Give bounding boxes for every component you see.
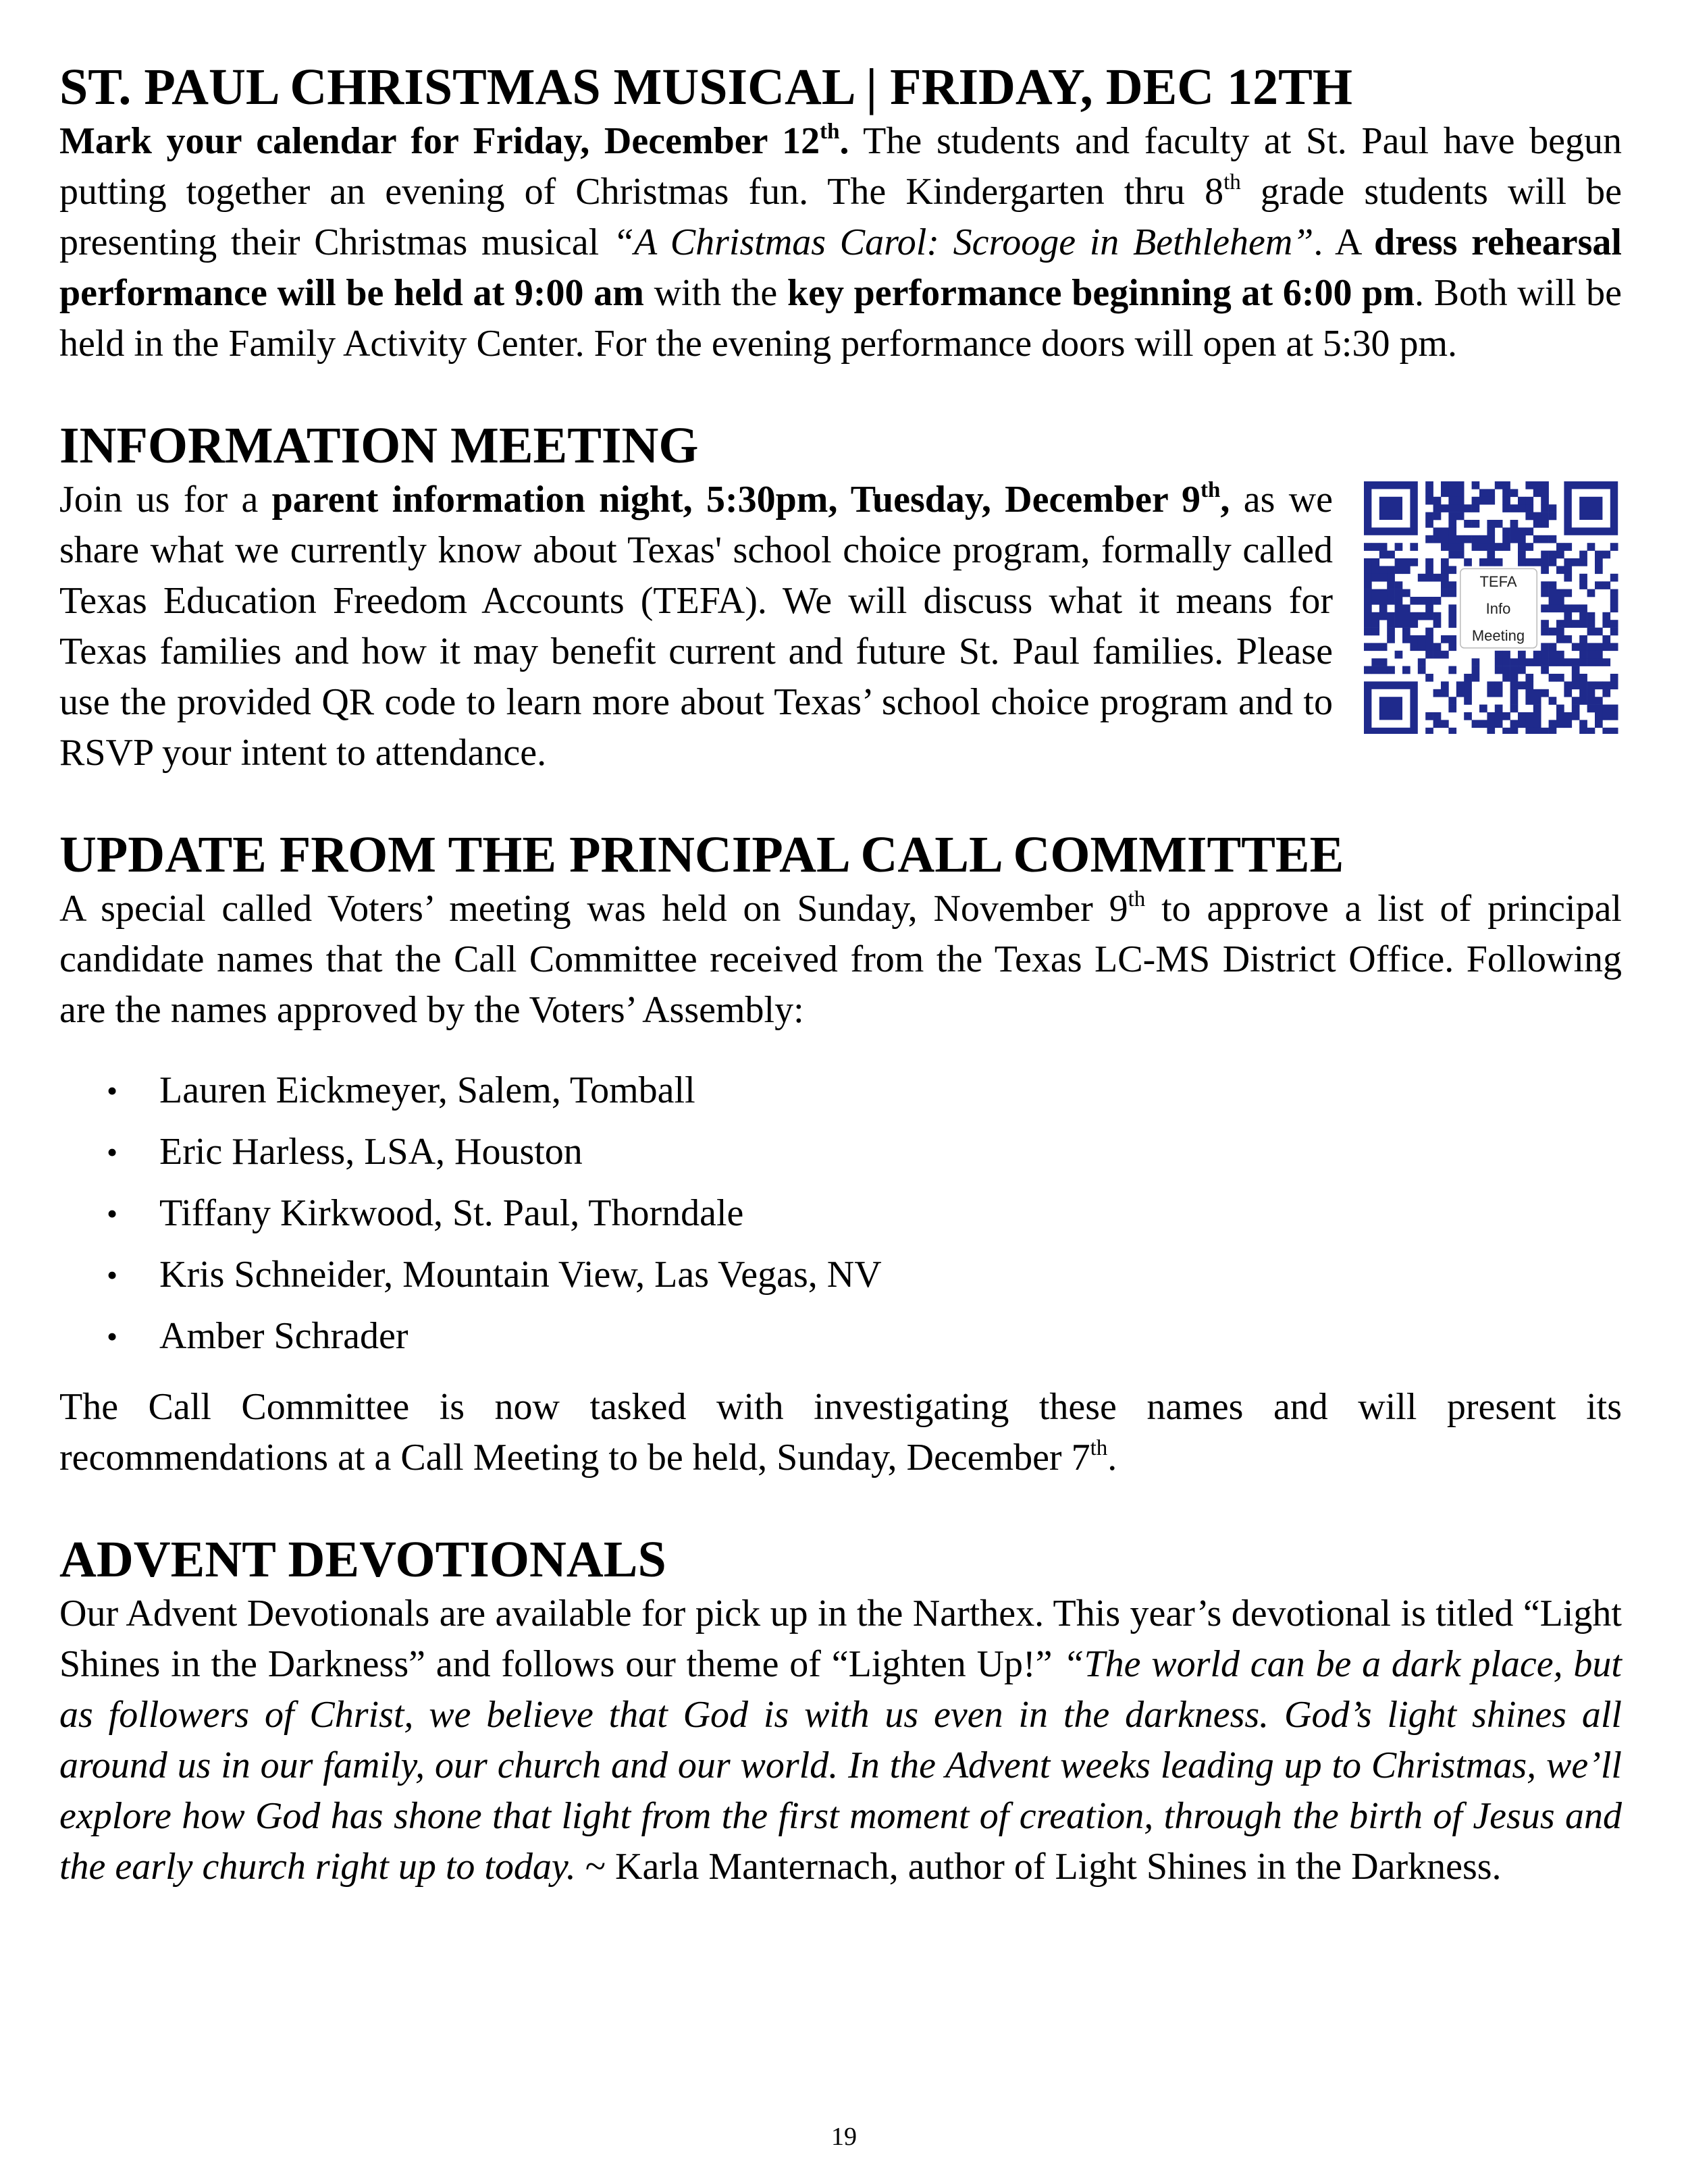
musical-section xyxy=(59,58,1622,369)
info-meeting-paragraph: TEFA Info Meeting Join us for a parent information night, 5:30pm, Tuesday, December 9th, as we share what we currently know about Texas' school choice program, formally called Texas Education Freedom Accounts (TEFA). We will discuss what it means for Texas families and how it may benefit current and future St. Paul families. Please use the provided QR code to learn more about Texas’ school choice program and to RSVP your intent to attendance. xyxy=(59,475,1622,778)
call-committee-paragraph: A special called Voters’ meeting was held on Sunday, November 9th to approve a list of principal candidate names that the Call Committee received from the Texas LC-MS District Office. Following are the names approved by the Voters’ Assembly: xyxy=(59,887,1622,1031)
qr-label-meeting: Meeting xyxy=(1471,627,1525,644)
advent-paragraph: Our Advent Devotionals are available for pick up in the Narthex. This year’s devotional is titled “Light Shines in the Darkness” and follows our theme of “Lighten Up!” “The world can be a dark place, but as followers of Christ, we believe that God is with us even in the darkness. God’s light shines all around us in our family, our church and our world. In the Advent weeks leading up to Christmas, we’ll explore how God has shone that light from the first moment of creation, through the birth of Jesus and the early church right up to today. ~ Karla Manternach, author of Light Shines in the Darkness. xyxy=(59,1593,1622,1888)
performance-time: key performance beginning at 6:00 pm xyxy=(787,272,1415,314)
musical-lead: Mark your calendar for Friday, December 12th. xyxy=(59,119,849,162)
musical-heading: ST. PAUL CHRISTMAS MUSICAL | FRIDAY, DEC 12TH xyxy=(59,59,1352,115)
info-meeting-heading: INFORMATION MEETING xyxy=(59,417,699,474)
advent-section xyxy=(59,1530,1622,1892)
call-committee-closing: The Call Committee is now tasked with investigating these names and will present its recommendations at a Call Meeting to be held, Sunday, December 7th. xyxy=(59,1386,1622,1479)
rehearsal-time: dress rehearsal performance will be held at 9:00 am xyxy=(59,221,1622,314)
qr-label-tefa: TEFA xyxy=(1479,573,1517,590)
page-number: 19 xyxy=(831,2123,857,2151)
info-meeting-section xyxy=(59,417,1622,778)
qr-label-info: Info xyxy=(1485,600,1511,617)
call-committee-heading: UPDATE FROM THE PRINCIPAL CALL COMMITTEE xyxy=(59,826,1344,883)
qr-code[interactable] xyxy=(1359,479,1622,734)
musical-paragraph: Mark your calendar for Friday, December 12th. The students and faculty at St. Paul have begun putting together an evening of Christmas fun. The Kindergarten thru 8th grade students will be presenting their Christmas musical “A Christmas Carol: Scrooge in Bethlehem”. A dress rehearsal performance will be held at 9:00 am with the key performance beginning at 6:00 pm. Both will be held in the Family Activity Center. For the evening performance doors will open at 5:30 pm. xyxy=(59,119,1623,365)
advent-quote: “The world can be a dark place, but as followers of Christ, we believe that God is with us even in the darkness. God’s light shines all around us in our family, our church and our world. In the Advent weeks leading up to Christmas, we’ll explore how God has shone that light from the first moment of creation, through the birth of Jesus and the early church right up to today. xyxy=(59,1643,1622,1888)
bullet-icon: • xyxy=(107,1135,118,1169)
advent-heading: ADVENT DEVOTIONALS xyxy=(59,1531,666,1588)
call-committee-section xyxy=(59,826,1622,1483)
info-night-details: parent information night, 5:30pm, Tuesday, December 9th, xyxy=(271,478,1230,521)
bullet-icon: • xyxy=(107,1196,118,1231)
bullet-icon: • xyxy=(107,1073,118,1108)
list-item: • Kris Schneider, Mountain View, Las Vegas, NV xyxy=(107,1244,1622,1306)
bullet-icon: • xyxy=(107,1319,118,1354)
list-item: • Eric Harless, LSA, Houston xyxy=(107,1121,1622,1183)
newsletter-page xyxy=(59,58,1622,1940)
advent-attribution: ~ Karla Manternach, author of Light Shines in the Darkness. xyxy=(575,1846,1502,1888)
bullet-icon: • xyxy=(107,1258,118,1292)
list-item: • Lauren Eickmeyer, Salem, Tomball xyxy=(107,1060,1622,1121)
list-item: • Amber Schrader xyxy=(107,1306,1622,1367)
candidate-list xyxy=(59,1060,1622,1367)
list-item: • Tiffany Kirkwood, St. Paul, Thorndale xyxy=(107,1183,1622,1244)
play-title: “A Christmas Carol: Scrooge in Bethlehem” xyxy=(612,221,1314,263)
